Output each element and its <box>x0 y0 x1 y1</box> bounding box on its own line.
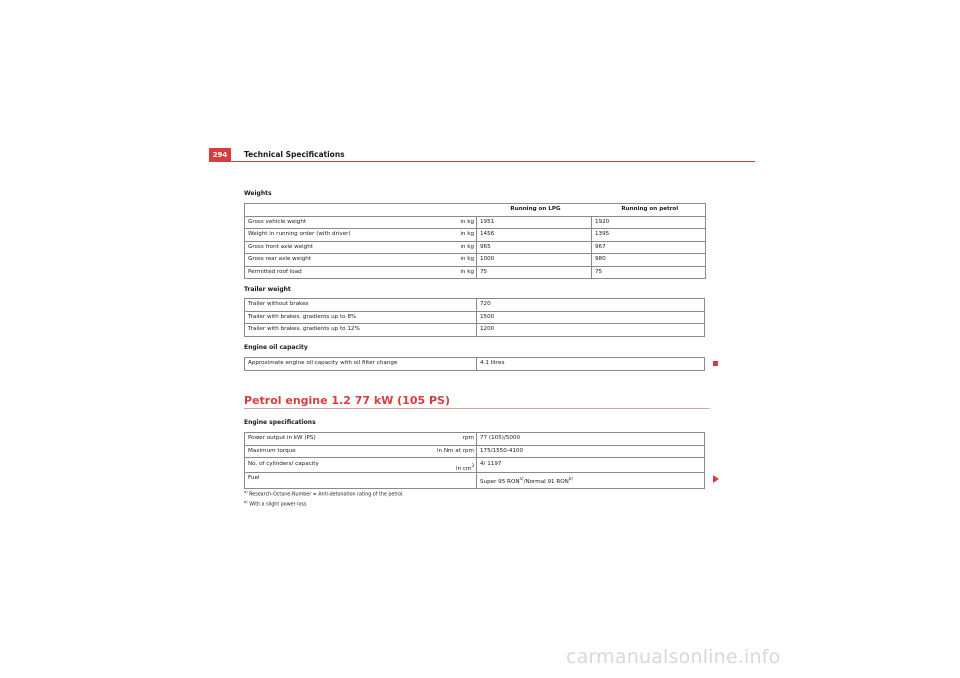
row-unit: in kg <box>460 256 474 262</box>
petrol-value: 1395 <box>592 229 706 242</box>
lpg-value: 965 <box>477 241 592 254</box>
oil-heading: Engine oil capacity <box>244 344 308 351</box>
table-row <box>245 254 706 267</box>
row-unit: in Nm at rpm <box>437 447 474 454</box>
engine-spec-heading: Engine specifications <box>244 419 316 426</box>
lpg-value: 1000 <box>477 254 592 267</box>
table-header-row <box>245 204 706 217</box>
petrol-value: 1920 <box>592 216 706 229</box>
table-row <box>245 445 705 458</box>
trailer-table <box>244 298 705 337</box>
unit-superscript: 3 <box>471 463 474 468</box>
page-header-title: Technical Specifications <box>244 150 345 159</box>
table-row <box>245 311 705 324</box>
fuel-value-super: Super 95 RON <box>480 478 520 485</box>
row-value: 1200 <box>477 324 705 337</box>
petrol-value: 75 <box>592 266 706 279</box>
oil-table <box>244 357 705 371</box>
table-row <box>245 299 705 312</box>
table-row <box>245 324 705 337</box>
engine-spec-table <box>244 432 705 489</box>
row-label: Gross vehicle weight <box>248 218 307 225</box>
row-value: 4.1 litres <box>477 358 705 371</box>
section-end-icon <box>713 361 718 366</box>
row-value: 1500 <box>477 311 705 324</box>
row-value: 175/1550-4100 <box>477 445 705 458</box>
row-unit: in cm <box>456 465 472 472</box>
row-unit: in kg <box>460 268 474 275</box>
footnote-mark: a) <box>244 490 248 494</box>
footnote-ref-a: a) <box>519 476 524 481</box>
row-label: No. of cylinders/ capacity <box>248 461 319 468</box>
table-row <box>245 241 706 254</box>
row-value: 4/ 1197 <box>477 458 705 473</box>
table-row <box>245 266 706 279</box>
row-unit: in kg <box>460 231 474 237</box>
row-label: Gross rear axle weight <box>248 256 312 262</box>
table-row <box>245 229 706 242</box>
row-unit: rpm <box>462 435 474 441</box>
table-row <box>245 458 705 473</box>
row-label: Trailer with brakes, gradients up to 12% <box>245 324 477 337</box>
section-title-divider <box>244 408 710 409</box>
petrol-value: 967 <box>592 241 706 254</box>
weights-heading: Weights <box>244 190 272 197</box>
footnote-ref-b: b) <box>568 476 573 481</box>
lpg-value: 1951 <box>477 216 592 229</box>
footnote-b <box>244 499 404 509</box>
row-label: Fuel <box>245 473 477 489</box>
row-label: Maximum torque <box>248 447 296 454</box>
petrol-value: 980 <box>592 254 706 267</box>
footnote-a <box>244 489 404 499</box>
column-header-lpg: Running on LPG <box>510 206 561 212</box>
header-divider <box>209 161 755 162</box>
column-header-petrol: Running on petrol <box>621 206 679 212</box>
footnote-mark: b) <box>244 499 248 504</box>
row-unit: in kg <box>460 218 474 225</box>
trailer-heading: Trailer weight <box>244 286 291 293</box>
page-number: 294 <box>209 148 231 162</box>
row-label: Approximate engine oil capacity with oil filter change <box>248 360 398 366</box>
lpg-value: 1456 <box>477 229 592 242</box>
fuel-value-normal: /Normal 91 RON <box>523 478 569 485</box>
row-value: 77 (105)/5000 <box>477 433 705 446</box>
row-unit: in kg <box>460 243 474 250</box>
row-value: 720 <box>477 299 705 312</box>
row-label: Weight in running order (with driver) <box>248 231 351 237</box>
section-title: Petrol engine 1.2 77 kW (105 PS) <box>244 394 450 407</box>
footnote-text: With a slight power loss <box>249 502 307 508</box>
row-label: Permitted roof load <box>248 268 302 275</box>
footnotes <box>244 489 404 508</box>
row-label: Power output in kW (PS) <box>248 435 316 441</box>
table-row <box>245 216 706 229</box>
row-label: Trailer with brakes, gradients up to 8% <box>245 311 477 324</box>
lpg-value: 75 <box>477 266 592 279</box>
row-label: Trailer without brakes <box>248 301 309 307</box>
continue-arrow-icon <box>713 475 719 483</box>
weights-table <box>244 203 706 279</box>
table-row <box>245 358 705 371</box>
row-label: Gross front axle weight <box>248 243 313 250</box>
table-row <box>245 473 705 489</box>
footnote-text: Research-Octane-Number = Anti-detonation rating of the petrol. <box>249 492 404 498</box>
watermark: carmanualsonline.info <box>566 646 781 668</box>
table-row <box>245 433 705 446</box>
